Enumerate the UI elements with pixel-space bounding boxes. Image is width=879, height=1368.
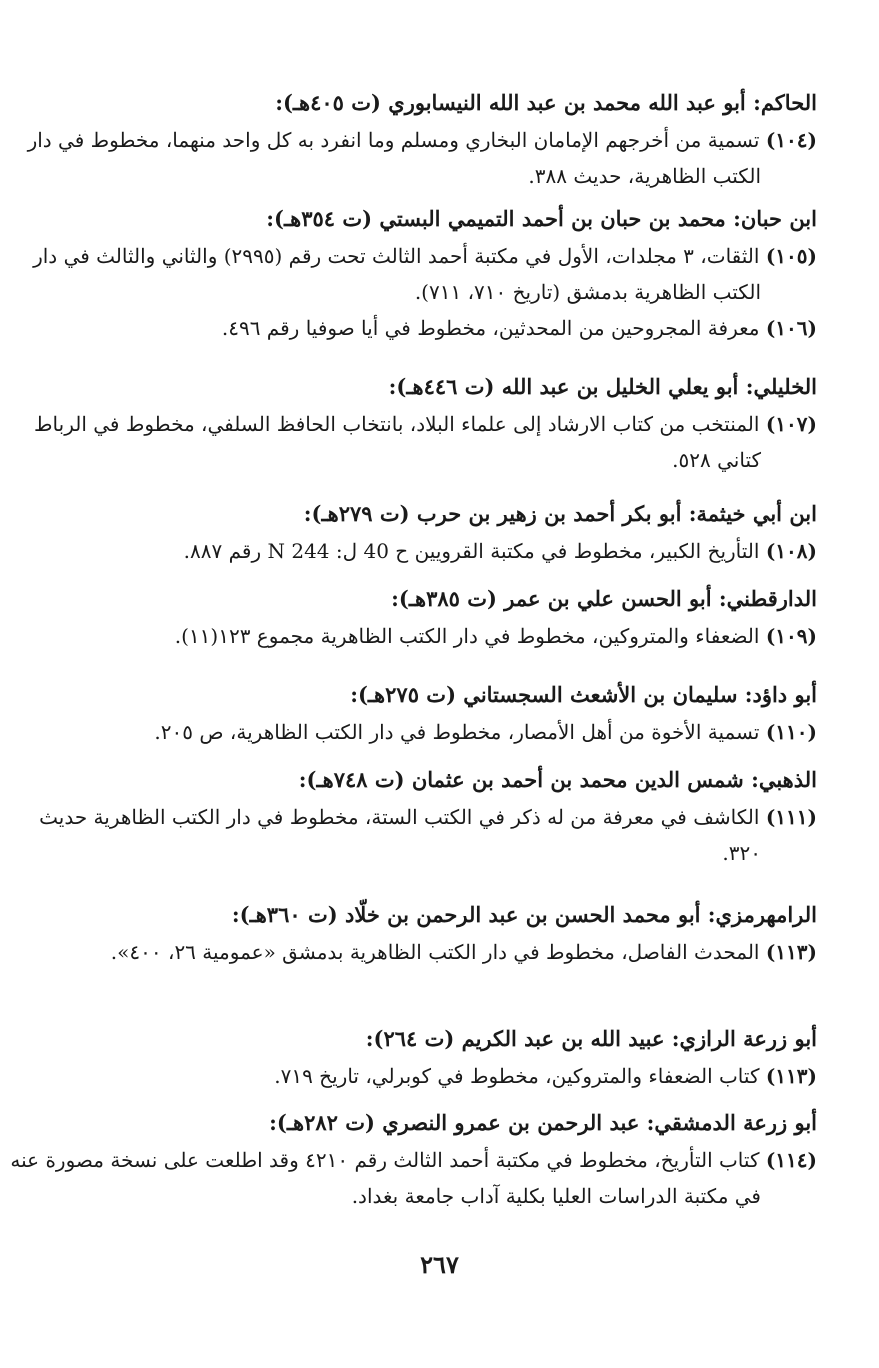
bibliography-entry [117, 676, 817, 750]
item-number: (١١٣) [765, 1064, 817, 1088]
item-text: تسمية من أخرجهم الإمامان البخاري ومسلم وما انفرد به كل واحد منهما، مخطوط في دار الكتب الظاهرية، حديث ٣٨٨. [27, 128, 761, 188]
item-text: معرفة المجروحين من المحدثين، مخطوط في أيا صوفيا رقم ٤٩٦. [221, 316, 760, 340]
bibliography-entry [117, 580, 817, 654]
item-text: الضعفاء والمتروكين، مخطوط في دار الكتب الظاهرية مجموع ١٢٣(١١). [174, 624, 760, 648]
bibliography-item [3, 310, 817, 346]
bibliography-entry [34, 368, 817, 478]
author-heading: الرامهرمزي: أبو محمد الحسن بن عبد الرحمن بن خلّاد (ت ٣٦٠هـ): [231, 902, 817, 927]
bibliography-item [3, 618, 817, 654]
item-number: (١٠٧) [765, 412, 817, 436]
item-text: الثقات، ٣ مجلدات، الأول في مكتبة أحمد الثالث تحت رقم (٢٩٩٥) والثاني والثالث في دار الكتب الظاهرية بدمشق (تاريخ ٧١٠، ٧١١). [33, 244, 761, 304]
author-heading: أبو داؤد: سليمان بن الأشعث السجستاني (ت ٢٧٥هـ): [350, 682, 817, 707]
item-number: (١٠٨) [765, 539, 817, 563]
bibliography-item [3, 1142, 817, 1214]
author-heading: ابن حبان: محمد بن حبان بن أحمد التميمي البستي (ت ٣٥٤هـ): [266, 206, 817, 231]
item-text: كتاب الضعفاء والمتروكين، مخطوط في كوبرلي، تاريخ ٧١٩. [274, 1064, 760, 1088]
author-heading: أبو زرعة الرازي: عبيد الله بن عبد الكريم (ت ٢٦٤): [365, 1026, 817, 1051]
bibliography-entry [117, 1020, 817, 1094]
item-number: (١٠٦) [765, 316, 817, 340]
item-number: (١٠٩) [765, 624, 817, 648]
item-number: (١١٣) [765, 940, 817, 964]
bibliography-entry [110, 896, 817, 970]
bibliography-item [3, 799, 817, 871]
author-heading: الخليلي: أبو يعلي الخليل بن عبد الله (ت ٤٤٦هـ): [388, 374, 817, 399]
item-text: كتاب التأريخ، مخطوط في مكتبة أحمد الثالث رقم ٤٢١٠ وقد اطلعت على نسخة مصورة عنه في مكتبة الدراسات العليا بكلية آداب جامعة بغداد. [10, 1148, 761, 1208]
bibliography-entry [10, 1104, 817, 1214]
item-text: المحدث الفاصل، مخطوط في دار الكتب الظاهرية بدمشق «عمومية ٢٦، ٤٠٠». [110, 940, 760, 964]
bibliography-item [3, 406, 817, 478]
bibliography-item [3, 714, 817, 750]
item-number: (١١٠) [765, 720, 817, 744]
author-heading: الذهبي: شمس الدين محمد بن أحمد بن عثمان (ت ٧٤٨هـ): [298, 767, 817, 792]
item-number: (١١٤) [765, 1148, 817, 1172]
bibliography-entry [27, 84, 817, 194]
item-text: الكاشف في معرفة من له ذكر في الكتب الستة، مخطوط في دار الكتب الظاهرية حديث ٣٢٠. [39, 805, 761, 865]
bibliography-item [3, 122, 817, 194]
bibliography-item [3, 934, 817, 970]
author-heading: أبو زرعة الدمشقي: عبد الرحمن بن عمرو النصري (ت ٢٨٢هـ): [269, 1110, 817, 1135]
bibliography-entry [117, 495, 817, 569]
bibliography-item [3, 533, 817, 569]
item-number: (١٠٥) [765, 244, 817, 268]
bibliography-entry [39, 761, 817, 871]
page-number: ٢٦٧ [420, 1250, 459, 1279]
item-number: (١١١) [765, 805, 817, 829]
bibliography-item [3, 1058, 817, 1094]
item-text: المنتخب من كتاب الارشاد إلى علماء البلاد، بانتخاب الحافظ السلفي، مخطوط في الرباط كتاني ٥٢٨. [34, 412, 761, 472]
item-number: (١٠٤) [765, 128, 817, 152]
item-text: تسمية الأخوة من أهل الأمصار، مخطوط في دار الكتب الظاهرية، ص ٢٠٥. [154, 720, 760, 744]
bibliography-item [3, 238, 817, 310]
bibliography-entry [33, 200, 817, 346]
author-heading: ابن أبي خيثمة: أبو بكر أحمد بن زهير بن حرب (ت ٢٧٩هـ): [303, 501, 817, 526]
author-heading: الحاكم: أبو عبد الله محمد بن عبد الله النيسابوري (ت ٤٠٥هـ): [275, 90, 817, 115]
author-heading: الدارقطني: أبو الحسن علي بن عمر (ت ٣٨٥هـ): [391, 586, 817, 611]
item-text: التأريخ الكبير، مخطوط في مكتبة القرويين ح 40 ل: N 244 رقم ٨٨٧. [183, 539, 760, 563]
